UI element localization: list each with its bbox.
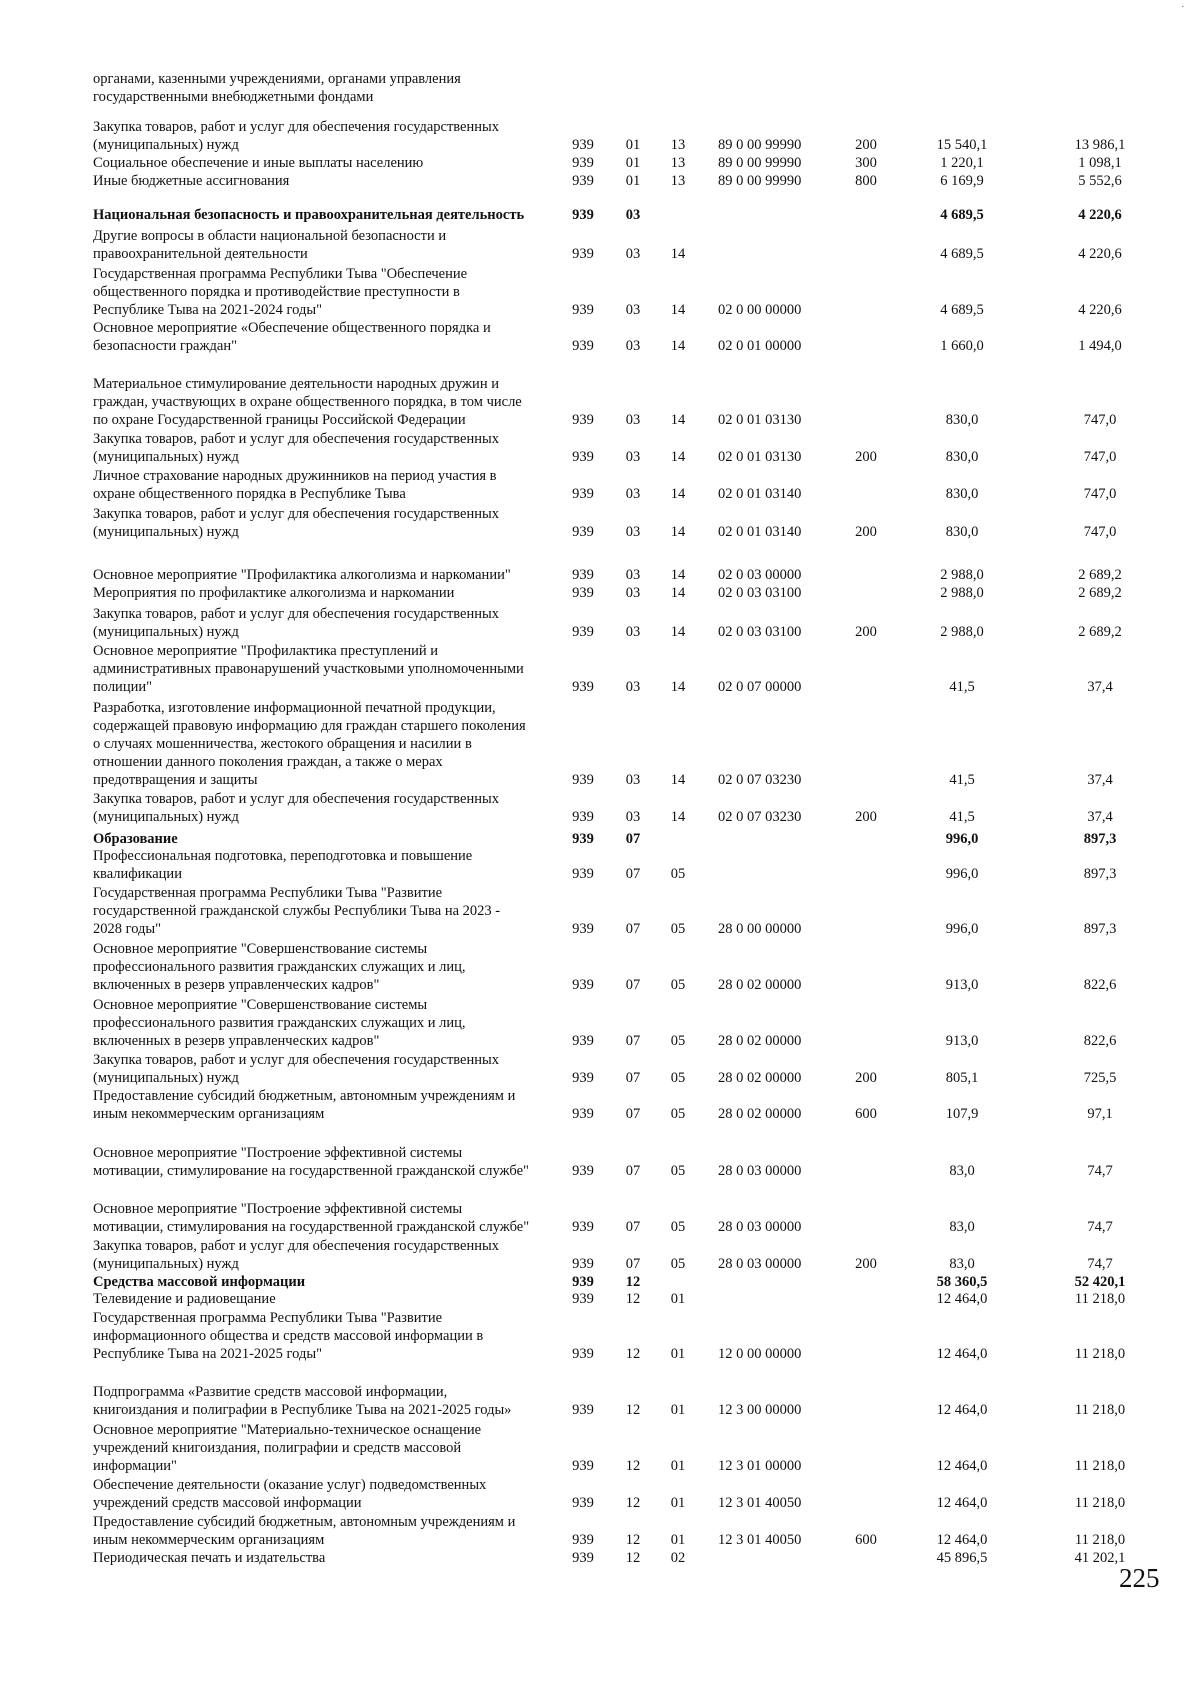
subsection-code: 05 [670,1163,686,1179]
row-name: Предоставление субсидий бюджетным, автономным учреждениям и иным некоммерческим организациям [93,1088,516,1122]
row-name: Обеспечение деятельности (оказание услуг) подведомственных учреждений средств массовой информации [93,1477,487,1511]
scan-mark: · [1181,2,1185,13]
subsection-code: 05 [670,866,686,882]
amount-1: 913,0 [945,977,979,993]
row-name: Основное мероприятие "Материально-техническое оснащение учреждений книгоиздания, полиграфии и средств массовой информации" [93,1422,482,1474]
section-code: 07 [625,1106,641,1122]
amount-2: 11 218,0 [1074,1346,1126,1362]
section-code: 07 [625,866,641,882]
row-name: Телевидение и радиовещание [93,1291,276,1307]
subsection-code: 01 [670,1402,686,1418]
section-code: 07 [625,1070,641,1086]
expense-type-code: 300 [855,155,877,171]
amount-2: 822,6 [1083,1033,1117,1049]
subsection-code: 01 [670,1346,686,1362]
grbs-code: 939 [572,1274,594,1290]
row-name: Другие вопросы в области национальной безопасности и правоохранительной деятельности [93,228,447,262]
subsection-code: 05 [670,1070,686,1086]
row-name: Закупка товаров, работ и услуг для обеспечения государственных (муниципальных) нужд [93,506,500,540]
target-item-code: 12 3 01 40050 [718,1532,802,1548]
grbs-code: 939 [572,524,594,540]
target-item-code: 12 3 01 40050 [718,1495,802,1511]
target-item-code: 12 3 01 00000 [718,1458,802,1474]
subsection-code: 13 [670,137,686,153]
amount-1: 12 464,0 [936,1458,988,1474]
target-item-code: 89 0 00 99990 [718,173,802,189]
amount-2: 2 689,2 [1078,624,1122,640]
target-item-code: 28 0 02 00000 [718,1106,802,1122]
section-code: 12 [625,1274,641,1290]
amount-2: 747,0 [1083,449,1117,465]
amount-2: 11 218,0 [1074,1532,1126,1548]
grbs-code: 939 [572,624,594,640]
amount-1: 83,0 [949,1219,975,1235]
amount-1: 83,0 [949,1163,975,1179]
row-name: Закупка товаров, работ и услуг для обеспечения государственных (муниципальных) нужд [93,431,500,465]
grbs-code: 939 [572,831,594,847]
section-code: 03 [625,679,641,695]
grbs-code: 939 [572,921,594,937]
grbs-code: 939 [572,1256,594,1272]
grbs-code: 939 [572,486,594,502]
target-item-code: 02 0 01 03130 [718,412,802,428]
grbs-code: 939 [572,1106,594,1122]
target-item-code: 28 0 03 00000 [718,1163,802,1179]
grbs-code: 939 [572,1033,594,1049]
amount-1: 2 988,0 [940,585,984,601]
grbs-code: 939 [572,207,594,223]
amount-1: 913,0 [945,1033,979,1049]
target-item-code: 02 0 01 03140 [718,524,802,540]
row-name: Социальное обеспечение и иные выплаты населению [93,155,424,171]
grbs-code: 939 [572,866,594,882]
amount-2: 37,4 [1087,679,1113,695]
grbs-code: 939 [572,173,594,189]
amount-1: 830,0 [945,486,979,502]
grbs-code: 939 [572,1291,594,1307]
grbs-code: 939 [572,338,594,354]
target-item-code: 02 0 01 03130 [718,449,802,465]
expense-type-code: 200 [855,624,877,640]
expense-type-code: 600 [855,1106,877,1122]
amount-2: 37,4 [1087,809,1113,825]
row-name: Закупка товаров, работ и услуг для обеспечения государственных (муниципальных) нужд [93,791,500,825]
amount-1: 830,0 [945,524,979,540]
amount-2: 747,0 [1083,412,1117,428]
target-item-code: 12 0 00 00000 [718,1346,802,1362]
subsection-code: 05 [670,1219,686,1235]
grbs-code: 939 [572,1346,594,1362]
amount-2: 74,7 [1087,1163,1113,1179]
section-code: 12 [625,1495,641,1511]
amount-2: 52 420,1 [1074,1274,1126,1290]
section-code: 07 [625,1256,641,1272]
section-code: 03 [625,567,641,583]
grbs-code: 939 [572,137,594,153]
subsection-code: 05 [670,1033,686,1049]
amount-1: 12 464,0 [936,1495,988,1511]
section-code: 07 [625,1219,641,1235]
target-item-code: 89 0 00 99990 [718,137,802,153]
subsection-code: 14 [670,338,686,354]
subsection-code: 01 [670,1532,686,1548]
row-name: органами, казенными учреждениями, органами управления государственными внебюджетными фондами [93,71,461,105]
row-name: Основное мероприятие "Профилактика алкоголизма и наркомании" [93,567,511,583]
amount-2: 4 220,6 [1078,207,1122,223]
section-code: 03 [625,486,641,502]
row-name: Основное мероприятие "Профилактика преступлений и административных правонарушений участковыми уполномоченными полиции" [93,643,524,695]
section-code: 12 [625,1458,641,1474]
subsection-code: 14 [670,809,686,825]
subsection-code: 14 [670,679,686,695]
grbs-code: 939 [572,1458,594,1474]
target-item-code: 02 0 00 00000 [718,302,802,318]
section-code: 07 [625,1033,641,1049]
expense-type-code: 200 [855,524,877,540]
grbs-code: 939 [572,1402,594,1418]
amount-1: 58 360,5 [936,1274,988,1290]
amount-2: 897,3 [1083,866,1117,882]
target-item-code: 89 0 00 99990 [718,155,802,171]
amount-2: 37,4 [1087,772,1113,788]
grbs-code: 939 [572,1219,594,1235]
target-item-code: 02 0 07 00000 [718,679,802,695]
page-number: 225 [1119,1563,1160,1593]
section-code: 01 [625,137,641,153]
section-code: 03 [625,412,641,428]
section-code: 03 [625,246,641,262]
section-code: 07 [625,977,641,993]
expense-type-code: 200 [855,449,877,465]
subsection-code: 14 [670,412,686,428]
row-name: Личное страхование народных дружинников на период участия в охране общественного порядка в Республике Тыва [93,468,497,502]
amount-1: 1 220,1 [940,155,984,171]
row-name: Основное мероприятие "Совершенствование системы профессионального развития гражданских служащих и лиц, включенных в резерв управленческих кадров" [93,941,466,993]
amount-2: 41 202,1 [1074,1550,1126,1566]
row-name: Иные бюджетные ассигнования [93,173,290,189]
amount-1: 12 464,0 [936,1346,988,1362]
grbs-code: 939 [572,1532,594,1548]
amount-1: 12 464,0 [936,1402,988,1418]
subsection-code: 01 [670,1458,686,1474]
expense-type-code: 600 [855,1532,877,1548]
subsection-code: 14 [670,246,686,262]
amount-1: 830,0 [945,449,979,465]
subsection-code: 05 [670,1106,686,1122]
target-item-code: 02 0 01 00000 [718,338,802,354]
row-name: Периодическая печать и издательства [93,1550,326,1566]
target-item-code: 28 0 03 00000 [718,1256,802,1272]
amount-1: 996,0 [945,831,979,847]
amount-1: 45 896,5 [936,1550,988,1566]
amount-2: 11 218,0 [1074,1402,1126,1418]
grbs-code: 939 [572,679,594,695]
grbs-code: 939 [572,302,594,318]
amount-1: 4 689,5 [940,246,984,262]
amount-1: 15 540,1 [936,137,988,153]
expense-type-code: 200 [855,809,877,825]
grbs-code: 939 [572,449,594,465]
amount-1: 83,0 [949,1256,975,1272]
grbs-code: 939 [572,412,594,428]
amount-1: 41,5 [949,679,975,695]
amount-2: 97,1 [1087,1106,1113,1122]
amount-2: 897,3 [1083,921,1117,937]
amount-1: 2 988,0 [940,567,984,583]
amount-2: 747,0 [1083,486,1117,502]
section-code: 12 [625,1346,641,1362]
target-item-code: 28 0 02 00000 [718,1033,802,1049]
row-name: Государственная программа Республики Тыва "Развитие государственной гражданской службы Республики Тыва на 2023 - 2028 годы" [93,885,501,937]
target-item-code: 02 0 01 03140 [718,486,802,502]
row-name: Закупка товаров, работ и услуг для обеспечения государственных (муниципальных) нужд [93,1052,500,1086]
section-code: 03 [625,449,641,465]
row-name: Профессиональная подготовка, переподготовка и повышение квалификации [93,848,473,882]
amount-2: 2 689,2 [1078,585,1122,601]
target-item-code: 02 0 03 00000 [718,567,802,583]
amount-2: 747,0 [1083,524,1117,540]
subsection-code: 14 [670,524,686,540]
amount-1: 12 464,0 [936,1291,988,1307]
section-code: 03 [625,585,641,601]
subsection-code: 14 [670,585,686,601]
amount-2: 5 552,6 [1078,173,1122,189]
row-name: Закупка товаров, работ и услуг для обеспечения государственных (муниципальных) нужд [93,1238,500,1272]
grbs-code: 939 [572,585,594,601]
section-code: 12 [625,1532,641,1548]
amount-2: 725,5 [1083,1070,1117,1086]
row-name: Национальная безопасность и правоохранительная деятельность [93,207,525,223]
grbs-code: 939 [572,1070,594,1086]
section-code: 07 [625,831,641,847]
amount-2: 1 494,0 [1078,338,1122,354]
grbs-code: 939 [572,977,594,993]
section-code: 12 [625,1402,641,1418]
grbs-code: 939 [572,1495,594,1511]
amount-1: 996,0 [945,866,979,882]
target-item-code: 28 0 02 00000 [718,1070,802,1086]
target-item-code: 02 0 03 03100 [718,585,802,601]
row-name: Основное мероприятие "Совершенствование системы профессионального развития гражданских служащих и лиц, включенных в резерв управленческих кадров" [93,997,466,1049]
amount-1: 1 660,0 [940,338,984,354]
grbs-code: 939 [572,155,594,171]
section-code: 03 [625,338,641,354]
target-item-code: 28 0 00 00000 [718,921,802,937]
row-name: Государственная программа Республики Тыва "Развитие информационного общества и средств массовой информации в Республике Тыва на 2021-2025 годы" [93,1310,484,1362]
section-code: 03 [625,624,641,640]
subsection-code: 13 [670,155,686,171]
grbs-code: 939 [572,809,594,825]
amount-2: 74,7 [1087,1219,1113,1235]
expense-type-code: 200 [855,137,877,153]
subsection-code: 14 [670,449,686,465]
row-name: Материальное стимулирование деятельности народных дружин и граждан, участвующих в охране общественного порядка, в том числе по охране Государственной границы Российской Федерации [93,376,522,428]
amount-1: 996,0 [945,921,979,937]
subsection-code: 05 [670,977,686,993]
row-name: Закупка товаров, работ и услуг для обеспечения государственных (муниципальных) нужд [93,606,500,640]
expense-type-code: 200 [855,1070,877,1086]
subsection-code: 14 [670,567,686,583]
amount-1: 4 689,5 [940,302,984,318]
subsection-code: 05 [670,921,686,937]
amount-2: 2 689,2 [1078,567,1122,583]
row-name: Основное мероприятие «Обеспечение общественного порядка и безопасности граждан" [93,320,491,354]
row-name: Закупка товаров, работ и услуг для обеспечения государственных (муниципальных) нужд [93,119,500,153]
amount-2: 1 098,1 [1078,155,1122,171]
amount-1: 4 689,5 [940,207,984,223]
amount-1: 41,5 [949,809,975,825]
section-code: 12 [625,1291,641,1307]
row-name: Мероприятия по профилактике алкоголизма и наркомании [93,585,455,601]
subsection-code: 01 [670,1495,686,1511]
amount-1: 107,9 [945,1106,979,1122]
row-name: Средства массовой информации [93,1274,306,1290]
amount-1: 12 464,0 [936,1532,988,1548]
row-name: Разработка, изготовление информационной печатной продукции, содержащей правовую информацию для граждан старшего поколения о случаях мошенничества, жестокого обращения и насилии в отношении данного поколения граждан, а также о мерах предотвращения и защиты [93,700,526,788]
section-code: 03 [625,302,641,318]
target-item-code: 02 0 07 03230 [718,809,802,825]
grbs-code: 939 [572,772,594,788]
section-code: 12 [625,1550,641,1566]
subsection-code: 14 [670,624,686,640]
amount-1: 805,1 [945,1070,979,1086]
amount-1: 6 169,9 [940,173,984,189]
row-name: Образование [93,831,178,847]
amount-1: 41,5 [949,772,975,788]
subsection-code: 14 [670,302,686,318]
subsection-code: 14 [670,486,686,502]
amount-2: 74,7 [1087,1256,1113,1272]
amount-2: 4 220,6 [1078,246,1122,262]
row-name: Государственная программа Республики Тыва "Обеспечение общественного порядка и противодействие преступности в Республике Тыва на 2021-2024 годы" [93,266,468,318]
target-item-code: 02 0 03 03100 [718,624,802,640]
subsection-code: 14 [670,772,686,788]
target-item-code: 12 3 00 00000 [718,1402,802,1418]
amount-2: 11 218,0 [1074,1458,1126,1474]
amount-2: 13 986,1 [1074,137,1126,153]
amount-2: 4 220,6 [1078,302,1122,318]
section-code: 07 [625,921,641,937]
section-code: 01 [625,155,641,171]
row-name: Предоставление субсидий бюджетным, автономным учреждениям и иным некоммерческим организациям [93,1514,516,1548]
grbs-code: 939 [572,567,594,583]
expense-type-code: 800 [855,173,877,189]
section-code: 07 [625,1163,641,1179]
target-item-code: 02 0 07 03230 [718,772,802,788]
grbs-code: 939 [572,1550,594,1566]
amount-2: 11 218,0 [1074,1291,1126,1307]
subsection-code: 01 [670,1291,686,1307]
subsection-code: 13 [670,173,686,189]
row-name: Основное мероприятие "Построение эффективной системы мотивации, стимулирование на государственной гражданской службе" [93,1145,529,1179]
amount-1: 830,0 [945,412,979,428]
grbs-code: 939 [572,246,594,262]
expense-type-code: 200 [855,1256,877,1272]
section-code: 01 [625,173,641,189]
amount-2: 11 218,0 [1074,1495,1126,1511]
target-item-code: 28 0 02 00000 [718,977,802,993]
section-code: 03 [625,524,641,540]
subsection-code: 05 [670,1256,686,1272]
amount-2: 897,3 [1083,831,1117,847]
row-name: Подпрограмма «Развитие средств массовой информации, книгоиздания и полиграфии в Республике Тыва на 2021-2025 годы» [93,1384,512,1418]
row-name: Основное мероприятие "Построение эффективной системы мотивации, стимулирования на государственной гражданской службе" [93,1201,530,1235]
section-code: 03 [625,207,641,223]
amount-1: 2 988,0 [940,624,984,640]
subsection-code: 02 [670,1550,686,1566]
section-code: 03 [625,772,641,788]
target-item-code: 28 0 03 00000 [718,1219,802,1235]
section-code: 03 [625,809,641,825]
grbs-code: 939 [572,1163,594,1179]
amount-2: 822,6 [1083,977,1117,993]
